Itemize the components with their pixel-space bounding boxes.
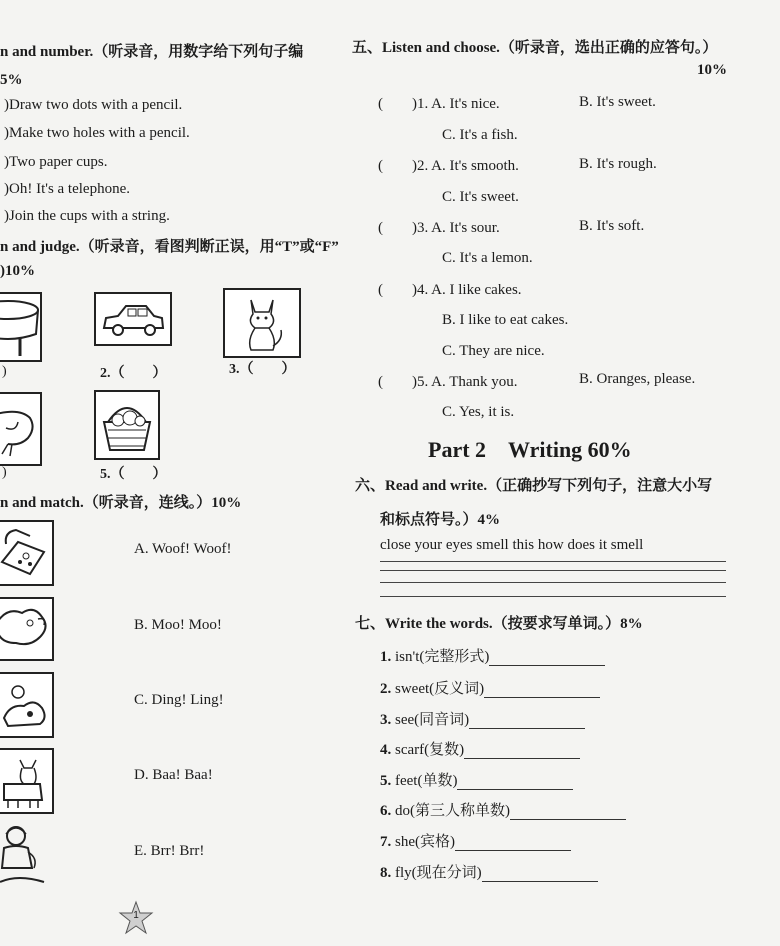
word-item-4	[380, 738, 580, 759]
number-item-1: )Draw two dots with a pencil.	[4, 97, 183, 113]
word-item-prompt: sweet(反义词)	[395, 681, 485, 697]
word-item-number: 6.	[380, 803, 392, 819]
judge-label-2: 2.（ ）	[100, 366, 167, 381]
table-picture	[0, 292, 42, 362]
question-4-option-b: B. I like to eat cakes.	[442, 312, 569, 328]
word-item-5	[380, 769, 573, 790]
question-3-option-b: B. It's soft.	[579, 218, 645, 234]
word-item-6	[380, 799, 626, 820]
page-number: 1	[133, 910, 139, 921]
question-2-option-c: C. It's sweet.	[442, 189, 519, 205]
word-item-prompt: fly(现在分词)	[395, 865, 482, 881]
fruit-basket-picture	[94, 390, 160, 460]
question-1	[378, 96, 500, 113]
writing-line-1[interactable]	[380, 561, 726, 562]
section3-score: 5%	[0, 72, 23, 88]
car-picture	[94, 292, 172, 346]
word-item-number: 4.	[380, 742, 392, 758]
match-option-a: A. Woof! Woof!	[134, 541, 232, 557]
listen-choose-score: 10%	[697, 62, 727, 78]
shrimp-picture	[0, 392, 42, 466]
number-item-5: )Join the cups with a string.	[4, 208, 170, 224]
match-option-e: E. Brr! Brr!	[134, 843, 205, 859]
word-answer-line[interactable]	[482, 867, 598, 882]
read-write-heading-cont: 和标点符号。）4%	[380, 512, 501, 528]
word-item-prompt: do(第三人称单数)	[395, 803, 510, 819]
word-item-prompt: isn't(完整形式)	[395, 649, 490, 665]
word-item-number: 3.	[380, 712, 392, 728]
match-option-b: B. Moo! Moo!	[134, 617, 222, 633]
question-5-option-c: C. Yes, it is.	[442, 404, 515, 420]
answer-paren: (	[378, 282, 383, 298]
writing-line-3[interactable]	[380, 582, 726, 583]
word-answer-line[interactable]	[510, 805, 626, 820]
word-item-prompt: scarf(复数)	[395, 742, 465, 758]
word-item-prompt: see(同音词)	[395, 712, 470, 728]
word-item-8	[380, 861, 598, 882]
question-4	[378, 282, 522, 299]
section5-left-heading: n and match.（听录音，连线。）10%	[0, 495, 242, 511]
page-number-star	[118, 900, 154, 936]
section4-heading: n and judge.（听录音，看图判断正误，用“T”或“F”	[0, 239, 339, 255]
word-item-prompt: feet(单数)	[395, 773, 458, 789]
answer-paren: (	[378, 374, 383, 390]
question-3	[378, 220, 500, 237]
question-5-option-b: B. Oranges, please.	[579, 371, 696, 387]
writing-line-4[interactable]	[380, 596, 726, 597]
question-2-option-b: B. It's rough.	[579, 156, 657, 172]
match-option-c: C. Ding! Ling!	[134, 692, 224, 708]
question-4-option-a: )4. A. I like cakes.	[412, 282, 522, 298]
word-answer-line[interactable]	[464, 744, 580, 759]
word-item-7	[380, 830, 571, 851]
question-5	[378, 374, 518, 391]
telephone-picture	[0, 520, 54, 586]
question-3-option-a: )3. A. It's sour.	[412, 220, 500, 236]
cold-child-picture	[0, 822, 50, 886]
question-3-option-c: C. It's a lemon.	[442, 250, 533, 266]
question-2	[378, 158, 519, 175]
judge-label-1: )	[2, 364, 7, 379]
read-write-heading: 六、Read and write.（正确抄写下列句子，注意大小写	[355, 478, 713, 494]
judge-label-5: 5.（ ）	[100, 467, 167, 482]
word-answer-line[interactable]	[469, 714, 585, 729]
match-option-d: D. Baa! Baa!	[134, 767, 213, 783]
word-answer-line[interactable]	[457, 775, 573, 790]
copy-sentence: close your eyes smell this how does it smell	[380, 537, 644, 553]
word-item-number: 5.	[380, 773, 392, 789]
section4-score: )10%	[0, 263, 35, 279]
question-1-option-c: C. It's a fish.	[442, 127, 518, 143]
word-item-2	[380, 677, 600, 698]
answer-paren: (	[378, 158, 383, 174]
word-item-number: 1.	[380, 649, 392, 665]
word-item-prompt: she(宾格)	[395, 834, 455, 850]
number-item-3: )Two paper cups.	[4, 154, 108, 170]
word-item-number: 8.	[380, 865, 392, 881]
judge-label-3: 3.（ ）	[229, 362, 296, 377]
word-item-3	[380, 708, 585, 729]
write-words-heading: 七、Write the words.（按要求写单词。）8%	[355, 616, 643, 632]
answer-paren: (	[378, 220, 383, 236]
listen-choose-heading: 五、Listen and choose.（听录音，选出正确的应答句。）	[352, 40, 718, 56]
part2-title: Part 2 Writing 60%	[428, 437, 632, 462]
section3-heading: n and number.（听录音，用数字给下列句子编	[0, 44, 304, 60]
question-5-option-a: )5. A. Thank you.	[412, 374, 518, 390]
word-answer-line[interactable]	[484, 683, 600, 698]
writing-line-2[interactable]	[380, 570, 726, 571]
word-item-1	[380, 645, 605, 666]
sheep-picture	[0, 597, 54, 661]
question-1-option-b: B. It's sweet.	[579, 94, 656, 110]
number-item-4: )Oh! It's a telephone.	[4, 181, 130, 197]
word-item-number: 2.	[380, 681, 392, 697]
dog-picture	[0, 672, 54, 738]
word-answer-line[interactable]	[455, 836, 571, 851]
number-item-2: )Make two holes with a pencil.	[4, 125, 190, 141]
word-item-number: 7.	[380, 834, 392, 850]
judge-label-4: )	[2, 465, 7, 480]
question-4-option-c: C. They are nice.	[442, 343, 545, 359]
cow-picture	[0, 748, 54, 814]
question-1-option-a: )1. A. It's nice.	[412, 96, 500, 112]
question-2-option-a: )2. A. It's smooth.	[412, 158, 519, 174]
answer-paren: (	[378, 96, 383, 112]
cat-picture	[223, 288, 301, 358]
word-answer-line[interactable]	[489, 651, 605, 666]
